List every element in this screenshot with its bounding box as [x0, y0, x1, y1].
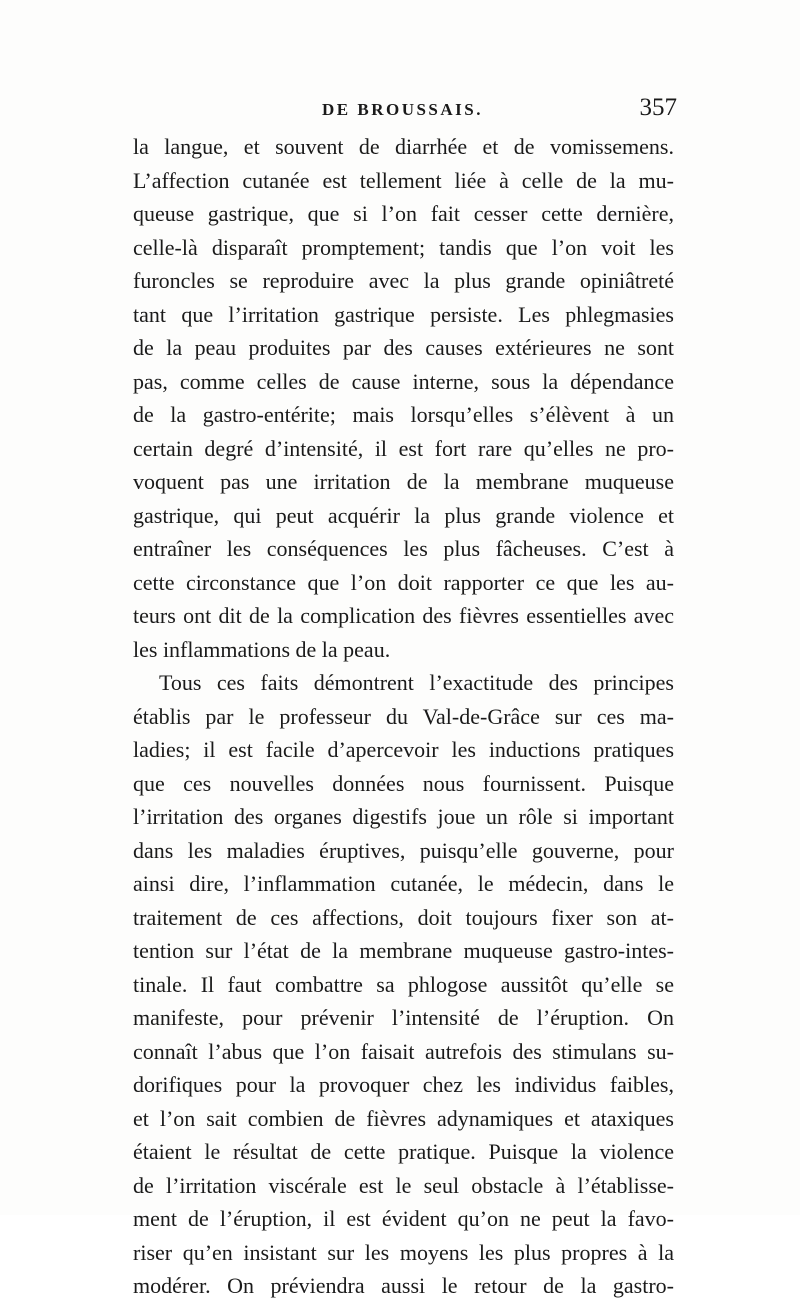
text-line: la langue, et souvent de diarrhée et de vomissemens.	[133, 134, 674, 159]
text-line: les inflammations de la peau.	[133, 636, 391, 662]
text-line: modérer. On préviendra aussi le retour de la gastro-	[133, 1273, 674, 1298]
body-text	[133, 130, 674, 1303]
text-line: L’affection cutanée est tellement liée à celle de la mu-	[133, 167, 674, 193]
text-line: tant que l’irritation gastrique persiste. Les phlegmasies	[133, 301, 674, 327]
text-line: ladies; il est facile d’apercevoir les inductions pratiques	[133, 737, 674, 762]
text-line: entraîner les conséquences les plus fâcheuses. C’est à	[133, 536, 674, 561]
paragraph-1	[133, 130, 674, 666]
text-line: teurs ont dit de la complication des fièvres essentielles avec	[133, 603, 674, 628]
text-line: riser qu’en insistant sur les moyens les plus propres à la	[133, 1239, 674, 1265]
text-line: pas, comme celles de cause interne, sous la dépendance	[133, 368, 674, 394]
text-line: traitement de ces affections, doit toujours fixer son at-	[133, 904, 674, 930]
text-line: étaient le résultat de cette pratique. Puisque la violence	[133, 1139, 674, 1164]
text-line: celle-là disparaît promptement; tandis que l’on voit les	[133, 234, 674, 260]
text-line: dorifiques pour la provoquer chez les individus faibles,	[133, 1072, 674, 1097]
text-line: Tous ces faits démontrent l’exactitude des principes	[159, 670, 674, 695]
paragraph-2	[133, 666, 674, 1303]
text-line: connaît l’abus que l’on faisait autrefois des stimulans su-	[133, 1038, 674, 1064]
text-line: ainsi dire, l’inflammation cutanée, le médecin, dans le	[133, 871, 674, 896]
text-line: que ces nouvelles données nous fournissent. Puisque	[133, 770, 674, 796]
text-line: tinale. Il faut combattre sa phlogose aussitôt qu’elle se	[133, 971, 674, 997]
text-line: voquent pas une irritation de la membrane muqueuse	[133, 469, 674, 494]
text-line: queuse gastrique, que si l’on fait cesser cette dernière,	[133, 201, 674, 226]
running-head	[130, 94, 675, 128]
page-number: 357	[639, 94, 677, 121]
text-line: de l’irritation viscérale est le seul obstacle à l’établisse-	[133, 1172, 674, 1198]
text-line: dans les maladies éruptives, puisqu’elle gouverne, pour	[133, 837, 674, 863]
running-title: DE BROUSSAIS.	[322, 100, 483, 119]
text-line: furoncles se reproduire avec la plus grande opiniâtreté	[133, 268, 674, 293]
text-line: manifeste, pour prévenir l’intensité de l’éruption. On	[133, 1005, 674, 1030]
text-line: établis par le professeur du Val-de-Grâce sur ces ma-	[133, 703, 674, 729]
text-line: tention sur l’état de la membrane muqueuse gastro-intes-	[133, 938, 674, 963]
text-line: l’irritation des organes digestifs joue un rôle si important	[133, 804, 674, 829]
text-line: ment de l’éruption, il est évident qu’on ne peut la favo-	[133, 1206, 674, 1231]
text-line: de la gastro-entérite; mais lorsqu’elles s’élèvent à un	[133, 402, 674, 427]
text-line: gastrique, qui peut acquérir la plus grande violence et	[133, 502, 674, 528]
text-line: de la peau produites par des causes extérieures ne sont	[133, 335, 674, 360]
text-line: et l’on sait combien de fièvres adynamiques et ataxiques	[133, 1105, 674, 1131]
text-line: certain degré d’intensité, il est fort rare qu’elles ne pro-	[133, 435, 674, 461]
text-line: cette circonstance que l’on doit rapporter ce que les au-	[133, 569, 674, 595]
